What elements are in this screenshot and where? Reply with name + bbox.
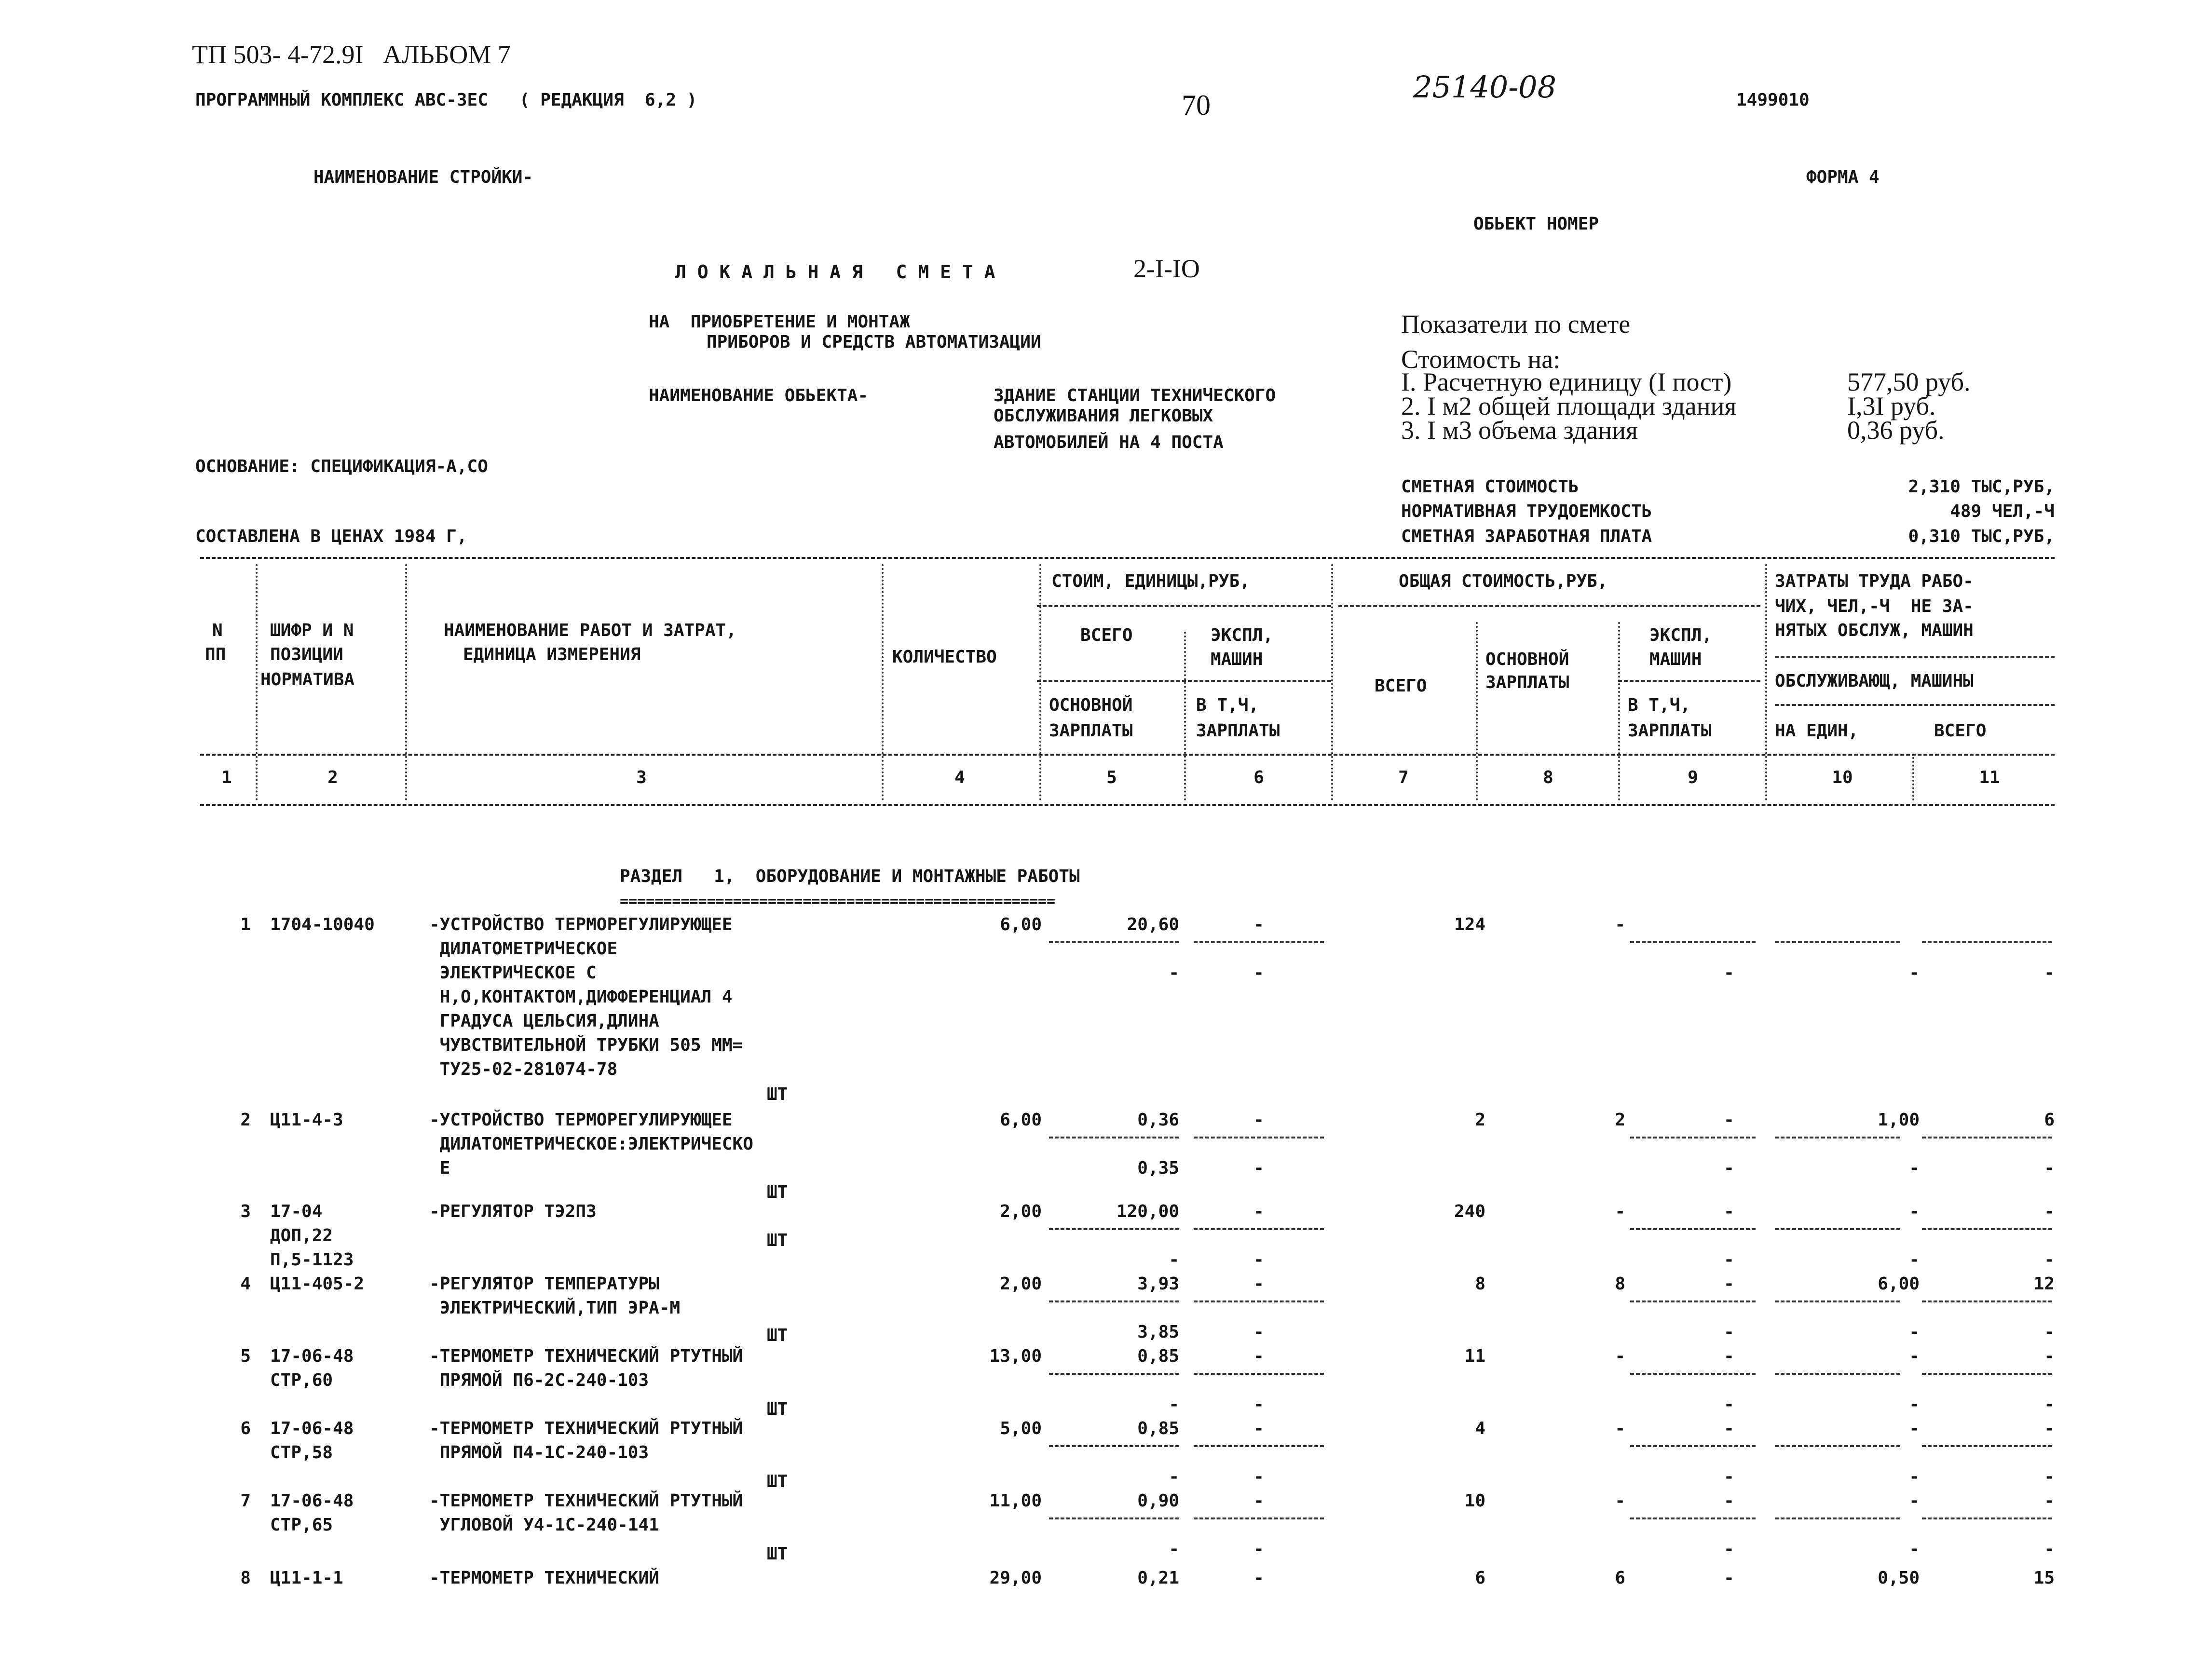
row-code: СТР,60 — [270, 1370, 333, 1390]
row-subrule — [1194, 1445, 1324, 1447]
row-number: 7 — [240, 1491, 251, 1511]
row-subrule — [1922, 1137, 2052, 1138]
row-total-machines: - — [1724, 1274, 1734, 1294]
row-unit-cost-machines: - — [1253, 1568, 1264, 1588]
col-divider — [882, 564, 884, 800]
hdr-tc-incl-l2: ЗАРПЛАТЫ — [1628, 721, 1712, 741]
row-name-line: ДИЛАТОМЕТРИЧЕСКОЕ:ЭЛЕКТРИЧЕСКО — [429, 1134, 753, 1154]
row-unit-base-wage: 3,85 — [1137, 1322, 1179, 1342]
col-divider — [1331, 564, 1333, 800]
row-quantity: 6,00 — [1000, 915, 1042, 935]
row-quantity: 13,00 — [989, 1346, 1042, 1366]
row-total-incl-wage: - — [1724, 1467, 1734, 1487]
row-total-incl-wage: - — [1724, 1158, 1734, 1178]
purpose-line1: НА ПРИОБРЕТЕНИЕ И МОНТАЖ — [649, 312, 910, 332]
row-unit-cost-total: 0,85 — [1137, 1419, 1179, 1438]
hdr-labor-l2: ЧИХ, ЧЕЛ,-Ч НЕ ЗА- — [1775, 596, 1974, 616]
row-unit-cost-machines: - — [1253, 1419, 1264, 1438]
hdr-code-l3: НОРМАТИВА — [260, 670, 355, 690]
row-subrule — [1630, 1137, 1756, 1138]
row-subrule — [1775, 1373, 1900, 1375]
row-unit-base-wage: - — [1169, 1250, 1179, 1270]
col-number: 2 — [327, 768, 338, 787]
hdr-uc-base-l2: ЗАРПЛАТЫ — [1049, 721, 1133, 741]
page-number: 70 — [1182, 89, 1211, 121]
labor-value: 489 ЧЕЛ,-Ч — [1950, 501, 2055, 521]
row-name-line: ГРАДУСА ЦЕЛЬСИЯ,ДЛИНА — [429, 1011, 659, 1031]
indicators-title: Показатели по смете — [1401, 310, 1631, 339]
hdr-uc-total: ВСЕГО — [1080, 625, 1133, 645]
row-subrule — [1922, 1228, 2052, 1230]
row-subrule — [1775, 1445, 1900, 1447]
row-unit: ШТ — [767, 1231, 788, 1250]
row-name-line: Е — [429, 1158, 450, 1178]
row-number: 4 — [240, 1274, 251, 1294]
row-code: 17-06-48 — [270, 1346, 354, 1366]
row-total-machines: - — [1724, 1419, 1734, 1438]
handwritten-code: 25140-08 — [1413, 69, 1557, 105]
hdr-uc-base-l1: ОСНОВНОЙ — [1049, 695, 1133, 715]
indicator-1-label: I. Расчетную единицу (I пост) — [1401, 367, 1732, 396]
labor-label: НОРМАТИВНАЯ ТРУДОЕМКОСТЬ — [1401, 501, 1652, 521]
row-unit-incl-wage: - — [1253, 1322, 1264, 1342]
object-number: ОБЬЕКТ НОМЕР — [1473, 214, 1599, 234]
hdr-qty: КОЛИЧЕСТВО — [892, 647, 997, 667]
col-number: 3 — [636, 768, 647, 787]
row-labor-total-serv: - — [2044, 1250, 2055, 1270]
row-total-cost: 10 — [1464, 1491, 1485, 1511]
estimate-number: 2-I-IO — [1133, 254, 1200, 283]
row-code: Ц11-1-1 — [270, 1568, 343, 1588]
row-code: СТР,58 — [270, 1443, 333, 1463]
row-unit: ШТ — [767, 1399, 788, 1419]
row-labor-unit: 1,00 — [1878, 1110, 1920, 1130]
col-number: 7 — [1398, 768, 1409, 787]
form-label: ФОРМА 4 — [1806, 167, 1880, 187]
estimate-heading: Л О К А Л Ь Н А Я С М Е Т А — [675, 261, 995, 283]
construction-label: НАИМЕНОВАНИЕ СТРОЙКИ- — [313, 167, 533, 187]
row-quantity: 11,00 — [989, 1491, 1042, 1511]
row-labor-total: - — [2044, 1202, 2055, 1221]
row-code: 1704-10040 — [270, 915, 375, 935]
row-name-line: ЭЛЕКТРИЧЕСКИЙ,ТИП ЭРА-М — [429, 1298, 681, 1318]
row-unit-base-wage: - — [1169, 963, 1179, 983]
row-total-machines: - — [1724, 1568, 1734, 1588]
total-cost-value: 2,310 ТЫС,РУБ, — [1908, 477, 2055, 497]
row-unit: ШТ — [767, 1326, 788, 1345]
col-number: 5 — [1106, 768, 1117, 787]
row-unit-cost-machines: - — [1253, 1110, 1264, 1130]
col-number: 10 — [1832, 768, 1853, 787]
row-subrule — [1049, 941, 1179, 943]
row-subrule — [1049, 1517, 1179, 1519]
row-number: 3 — [240, 1202, 251, 1221]
row-subrule — [1775, 1301, 1900, 1302]
row-number: 1 — [240, 915, 251, 935]
unit-cost-rule — [1037, 605, 1331, 607]
row-labor-unit-serv: - — [1909, 1250, 1920, 1270]
album-code: ТП 503- 4-72.9I АЛЬБОМ 7 — [192, 40, 511, 69]
row-code: П,5-1123 — [270, 1250, 354, 1270]
hdr-tc-base-l1: ОСНОВНОЙ — [1485, 650, 1569, 669]
mach-sub-rule — [1618, 680, 1760, 682]
col-divider — [1039, 564, 1041, 800]
row-number: 6 — [240, 1419, 251, 1438]
wage-value: 0,310 ТЫС,РУБ, — [1908, 527, 2055, 546]
row-name-line: -РЕГУЛЯТОР ТЭ2П3 — [429, 1202, 597, 1221]
row-labor-unit: - — [1909, 1491, 1920, 1511]
header-bottom-rule — [200, 804, 2055, 806]
row-unit-incl-wage: - — [1253, 1539, 1264, 1559]
row-labor-total: - — [2044, 1491, 2055, 1511]
row-total-base-wage: - — [1615, 915, 1625, 935]
row-total-base-wage: 2 — [1615, 1110, 1625, 1130]
row-unit: ШТ — [767, 1472, 788, 1491]
col-number: 1 — [221, 768, 232, 787]
row-quantity: 6,00 — [1000, 1110, 1042, 1130]
col-number: 8 — [1543, 768, 1553, 787]
row-name-line: -ТЕРМОМЕТР ТЕХНИЧЕСКИЙ РТУТНЫЙ — [429, 1419, 743, 1438]
program-line: ПРОГРАММНЫЙ КОМПЛЕКС АВС-3ЕС ( РЕДАКЦИЯ 6,2 ) — [195, 90, 697, 110]
row-total-machines: - — [1724, 1202, 1734, 1221]
row-name-line: ПРЯМОЙ П4-1С-240-103 — [429, 1443, 649, 1463]
labor-sub-rule1 — [1775, 656, 2055, 658]
row-labor-total-serv: - — [2044, 1539, 2055, 1559]
hdr-tc-mach-l2: МАШИН — [1649, 650, 1702, 669]
row-quantity: 5,00 — [1000, 1419, 1042, 1438]
row-total-cost: 11 — [1464, 1346, 1485, 1366]
row-number: 5 — [240, 1346, 251, 1366]
header-top-rule — [200, 557, 2055, 559]
row-code: 17-04 — [270, 1202, 323, 1221]
row-total-base-wage: - — [1615, 1419, 1625, 1438]
row-subrule — [1194, 1517, 1324, 1519]
row-quantity: 2,00 — [1000, 1202, 1042, 1221]
hdr-code-l2: ПОЗИЦИИ — [270, 645, 343, 664]
row-unit-base-wage: - — [1169, 1395, 1179, 1414]
hdr-n: N — [212, 621, 223, 640]
row-labor-unit: 6,00 — [1878, 1274, 1920, 1294]
object-label: НАИМЕНОВАНИЕ ОБЬЕКТА- — [649, 386, 869, 406]
hdr-tc-incl-l1: В Т,Ч, — [1628, 695, 1691, 715]
row-total-base-wage: - — [1615, 1346, 1625, 1366]
row-total-cost: 124 — [1454, 915, 1485, 935]
total-cost-rule — [1338, 605, 1760, 607]
row-unit-cost-machines: - — [1253, 1491, 1264, 1511]
row-total-base-wage: 8 — [1615, 1274, 1625, 1294]
row-labor-unit-serv: - — [1909, 1539, 1920, 1559]
row-unit-incl-wage: - — [1253, 1395, 1264, 1414]
row-unit-base-wage: - — [1169, 1467, 1179, 1487]
hdr-uc-incl-l1: В Т,Ч, — [1196, 695, 1259, 715]
row-subrule — [1775, 941, 1900, 943]
row-total-machines: - — [1724, 1346, 1734, 1366]
doc-number: 1499010 — [1736, 90, 1810, 110]
col-divider — [405, 564, 407, 800]
indicator-3-value: 0,36 руб. — [1847, 416, 1945, 445]
row-labor-unit-serv: - — [1909, 1395, 1920, 1414]
row-subrule — [1049, 1228, 1179, 1230]
row-number: 2 — [240, 1110, 251, 1130]
row-subrule — [1630, 1228, 1756, 1230]
row-total-cost: 8 — [1475, 1274, 1485, 1294]
row-subrule — [1049, 1445, 1179, 1447]
row-labor-total-serv: - — [2044, 1158, 2055, 1178]
header-mid-rule — [200, 754, 2055, 756]
row-labor-unit-serv: - — [1909, 963, 1920, 983]
total-cost-label: СМЕТНАЯ СТОИМОСТЬ — [1401, 477, 1579, 497]
hdr-labor-total: ВСЕГО — [1934, 721, 1987, 741]
object-line3: АВТОМОБИЛЕЙ НА 4 ПОСТА — [994, 433, 1224, 452]
object-line1: ЗДАНИЕ СТАНЦИИ ТЕХНИЧЕСКОГО — [994, 386, 1276, 406]
row-total-cost: 240 — [1454, 1202, 1485, 1221]
row-unit-base-wage: 0,35 — [1137, 1158, 1179, 1178]
object-line2: ОБСЛУЖИВАНИЯ ЛЕГКОВЫХ — [994, 406, 1213, 426]
hdr-uc-mach-l2: МАШИН — [1211, 650, 1263, 669]
row-name-line: -ТЕРМОМЕТР ТЕХНИЧЕСКИЙ РТУТНЫЙ — [429, 1491, 743, 1511]
row-labor-unit: - — [1909, 1419, 1920, 1438]
hdr-labor-l3: НЯТЫХ ОБСЛУЖ, МАШИН — [1775, 621, 1974, 640]
row-unit-cost-machines: - — [1253, 1346, 1264, 1366]
row-quantity: 2,00 — [1000, 1274, 1042, 1294]
purpose-line2: ПРИБОРОВ И СРЕДСТВ АВТОМАТИЗАЦИИ — [707, 332, 1041, 352]
row-unit-cost-total: 0,21 — [1137, 1568, 1179, 1588]
row-labor-unit: 0,50 — [1878, 1568, 1920, 1588]
row-unit-cost-total: 3,93 — [1137, 1274, 1179, 1294]
row-name-line: -УСТРОЙСТВО ТЕРМОРЕГУЛИРУЮЩЕЕ — [429, 1110, 733, 1130]
row-subrule — [1049, 1301, 1179, 1302]
col-divider — [1912, 757, 1914, 800]
row-total-base-wage: - — [1615, 1202, 1625, 1221]
hdr-labor-l4: ОБСЛУЖИВАЮЩ, МАШИНЫ — [1775, 671, 1974, 691]
row-subrule — [1630, 1373, 1756, 1375]
row-labor-total-serv: - — [2044, 963, 2055, 983]
section-title: РАЗДЕЛ 1, ОБОРУДОВАНИЕ И МОНТАЖНЫЕ РАБОТЫ — [620, 867, 1080, 886]
hdr-pp: ПП — [205, 645, 226, 664]
row-subrule — [1630, 941, 1756, 943]
row-subrule — [1775, 1228, 1900, 1230]
row-subrule — [1922, 1445, 2052, 1447]
row-labor-total-serv: - — [2044, 1467, 2055, 1487]
row-total-cost: 4 — [1475, 1419, 1485, 1438]
row-name-line: -РЕГУЛЯТОР ТЕМПЕРАТУРЫ — [429, 1274, 659, 1294]
row-subrule — [1194, 1137, 1324, 1138]
hdr-uc-incl-l2: ЗАРПЛАТЫ — [1196, 721, 1280, 741]
row-name-line: ПРЯМОЙ П6-2С-240-103 — [429, 1370, 649, 1390]
col-divider — [256, 564, 258, 800]
col-number: 4 — [954, 768, 965, 787]
row-labor-unit: - — [1909, 1202, 1920, 1221]
row-labor-unit-serv: - — [1909, 1467, 1920, 1487]
row-number: 8 — [240, 1568, 251, 1588]
row-unit-cost-machines: - — [1253, 915, 1264, 935]
row-unit: ШТ — [767, 1182, 788, 1202]
row-total-incl-wage: - — [1724, 1322, 1734, 1342]
row-labor-unit: - — [1909, 1346, 1920, 1366]
row-subrule — [1194, 1301, 1324, 1302]
row-name-line: Н,О,КОНТАКТОМ,ДИФФЕРЕНЦИАЛ 4 — [429, 987, 733, 1007]
col-divider — [1476, 622, 1478, 800]
row-quantity: 29,00 — [989, 1568, 1042, 1588]
row-subrule — [1775, 1137, 1900, 1138]
row-subrule — [1630, 1517, 1756, 1519]
hdr-tc-base-l2: ЗАРПЛАТЫ — [1485, 673, 1569, 692]
row-code: Ц11-4-3 — [270, 1110, 343, 1130]
row-code: 17-06-48 — [270, 1491, 354, 1511]
row-name-line: ДИЛАТОМЕТРИЧЕСКОЕ — [429, 939, 618, 959]
hdr-unit-cost: СТОИМ, ЕДИНИЦЫ,РУБ, — [1051, 571, 1250, 591]
indicator-3-label: 3. I м3 объема здания — [1401, 416, 1638, 445]
row-total-incl-wage: - — [1724, 1395, 1734, 1414]
hdr-uc-mach-l1: ЭКСПЛ, — [1211, 625, 1274, 645]
labor-sub-rule2 — [1775, 704, 2055, 706]
row-unit-base-wage: - — [1169, 1539, 1179, 1559]
row-unit-cost-machines: - — [1253, 1274, 1264, 1294]
indicator-2-value: I,3I руб. — [1847, 392, 1936, 420]
row-unit: ШТ — [767, 1544, 788, 1564]
row-labor-total-serv: - — [2044, 1395, 2055, 1414]
row-unit-cost-total: 0,36 — [1137, 1110, 1179, 1130]
cost-on-label: Стоимость на: — [1401, 345, 1561, 374]
row-subrule — [1630, 1445, 1756, 1447]
row-total-incl-wage: - — [1724, 1250, 1734, 1270]
row-code: ДОП,22 — [270, 1226, 333, 1246]
row-subrule — [1194, 941, 1324, 943]
row-unit-incl-wage: - — [1253, 1250, 1264, 1270]
row-labor-total-serv: - — [2044, 1322, 2055, 1342]
hdr-name-l1: НАИМЕНОВАНИЕ РАБОТ И ЗАТРАТ, — [444, 621, 736, 640]
row-subrule — [1194, 1228, 1324, 1230]
basis-line: ОСНОВАНИЕ: СПЕЦИФИКАЦИЯ-А,СО — [195, 457, 488, 476]
row-unit-incl-wage: - — [1253, 963, 1264, 983]
col-number: 11 — [1979, 768, 2000, 787]
row-unit-incl-wage: - — [1253, 1158, 1264, 1178]
row-total-incl-wage: - — [1724, 963, 1734, 983]
wage-label: СМЕТНАЯ ЗАРАБОТНАЯ ПЛАТА — [1401, 527, 1652, 546]
row-subrule — [1194, 1373, 1324, 1375]
hdr-tc-mach-l1: ЭКСПЛ, — [1649, 625, 1713, 645]
col-divider — [1618, 622, 1620, 800]
row-name-line: -ТЕРМОМЕТР ТЕХНИЧЕСКИЙ — [429, 1568, 659, 1588]
row-unit-cost-total: 0,90 — [1137, 1491, 1179, 1511]
row-name-line: ТУ25-02-281074-78 — [429, 1059, 618, 1079]
row-name-line: УГЛОВОЙ У4-1С-240-141 — [429, 1515, 659, 1535]
row-total-machines: - — [1724, 1491, 1734, 1511]
row-subrule — [1922, 941, 2052, 943]
row-name-line: -УСТРОЙСТВО ТЕРМОРЕГУЛИРУЮЩЕЕ — [429, 915, 733, 935]
row-unit-incl-wage: - — [1253, 1467, 1264, 1487]
row-subrule — [1922, 1301, 2052, 1302]
row-labor-unit-serv: - — [1909, 1322, 1920, 1342]
indicator-2-label: 2. I м2 общей площади здания — [1401, 392, 1737, 420]
row-total-machines: - — [1724, 1110, 1734, 1130]
row-total-incl-wage: - — [1724, 1539, 1734, 1559]
row-unit-cost-total: 0,85 — [1137, 1346, 1179, 1366]
col-number: 9 — [1688, 768, 1698, 787]
hdr-name-l2: ЕДИНИЦА ИЗМЕРЕНИЯ — [463, 645, 641, 664]
section-underline: ================================================== — [620, 893, 1056, 910]
row-code: Ц11-405-2 — [270, 1274, 365, 1294]
row-unit: ШТ — [767, 1084, 788, 1104]
row-unit-cost-total: 20,60 — [1127, 915, 1179, 935]
col-divider — [1184, 632, 1186, 800]
hdr-labor-unit: НА ЕДИН, — [1775, 721, 1859, 741]
col-number: 6 — [1253, 768, 1264, 787]
row-name-line: ЧУВСТВИТЕЛЬНОЙ ТРУБКИ 505 ММ= — [429, 1035, 743, 1055]
row-subrule — [1049, 1137, 1179, 1138]
row-subrule — [1630, 1301, 1756, 1302]
row-labor-total: 12 — [2033, 1274, 2055, 1294]
row-code: 17-06-48 — [270, 1419, 354, 1438]
row-labor-unit-serv: - — [1909, 1158, 1920, 1178]
row-labor-total: 6 — [2044, 1110, 2055, 1130]
row-total-base-wage: 6 — [1615, 1568, 1625, 1588]
indicator-1-value: 577,50 руб. — [1847, 367, 1971, 396]
row-subrule — [1049, 1373, 1179, 1375]
row-code: СТР,65 — [270, 1515, 333, 1535]
row-labor-total: - — [2044, 1346, 2055, 1366]
row-unit-cost-total: 120,00 — [1116, 1202, 1179, 1221]
col-divider — [1765, 564, 1767, 800]
row-subrule — [1775, 1517, 1900, 1519]
prices-line: СОСТАВЛЕНА В ЦЕНАХ 1984 Г, — [195, 527, 467, 546]
row-name-line: -ТЕРМОМЕТР ТЕХНИЧЕСКИЙ РТУТНЫЙ — [429, 1346, 743, 1366]
hdr-labor-l1: ЗАТРАТЫ ТРУДА РАБО- — [1775, 571, 1974, 591]
row-subrule — [1922, 1373, 2052, 1375]
row-total-base-wage: - — [1615, 1491, 1625, 1511]
row-labor-total: - — [2044, 1419, 2055, 1438]
row-labor-total: 15 — [2033, 1568, 2055, 1588]
row-name-line: ЭЛЕКТРИЧЕСКОЕ С — [429, 963, 597, 983]
hdr-total-cost: ОБЩАЯ СТОИМОСТЬ,РУБ, — [1399, 571, 1608, 591]
row-unit-cost-machines: - — [1253, 1202, 1264, 1221]
row-total-cost: 2 — [1475, 1110, 1485, 1130]
row-total-cost: 6 — [1475, 1568, 1485, 1588]
hdr-tc-total: ВСЕГО — [1375, 676, 1427, 696]
row-subrule — [1922, 1517, 2052, 1519]
hdr-code-l1: ШИФР И N — [270, 621, 354, 640]
